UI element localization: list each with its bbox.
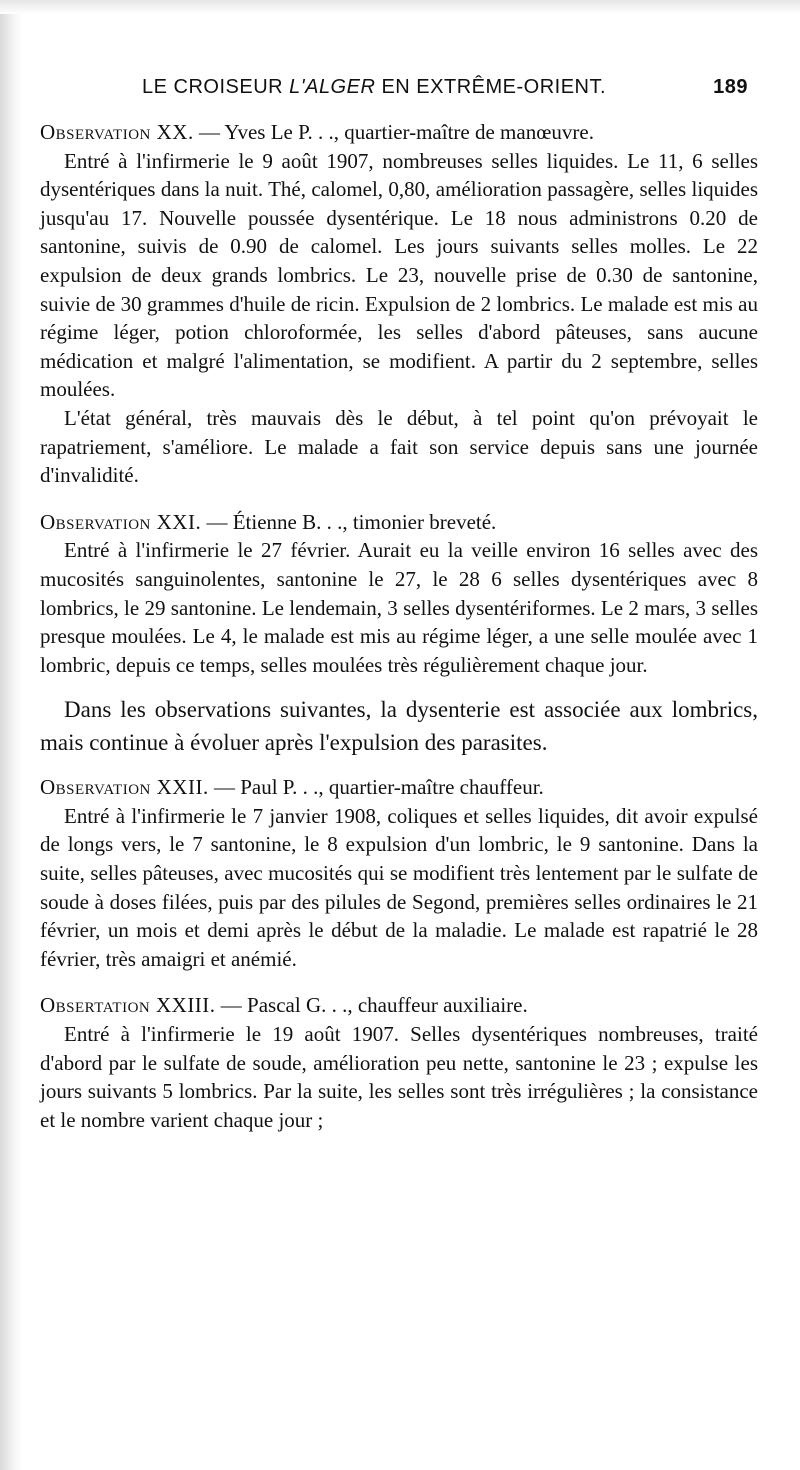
observation-20-heading: Observation XX. — Yves Le P. . ., quartier-maître de manœuvre. bbox=[40, 120, 594, 144]
section-intro: Dans les observations suivantes, la dysenterie est associée aux lombrics, mais continue à évoluer après l'expulsion des parasites. bbox=[40, 697, 758, 756]
scan-edge-shadow bbox=[0, 0, 22, 1470]
observation-20-body-2: L'état général, très mauvais dès le début, à tel point qu'on prévoyait le rapatriement, s'améliore. Le malade a fait son service depuis sans une journée d'invalidité. bbox=[40, 405, 758, 488]
observation-21-heading: Observation XXI. — Étienne B. . ., timonier breveté. bbox=[40, 509, 497, 534]
observation-20-body: Entré à l'infirmerie le 9 août 1907, nombreuses selles liquides. Le 11, 6 selles dysentériques dans la nuit. Thé, calomel, 0,80, amélioration passagère, selles liquides jusqu'au 17. Nouvelle poussée dysentérique. Le 18 nous administrons 0.20 de santonine, suivis de 0.90 de calomel. Les jours suivants selles molles. Le 22 expulsion de deux grands lombrics. Le 23, nouvelle prise de 0.30 de santonine, suivie de 30 grammes d'huile de ricin. Expulsion de 2 lombrics. Le malade est mis au régime léger, potion chloroformée, les selles d'abord pâteuses, sans aucune médication et malgré l'alimentation, se modifient. A partir du 2 septembre, selles moulées. bbox=[40, 148, 758, 402]
observation-23-body: Entré à l'infirmerie le 19 août 1907. Selles dysentériques nombreuses, traité d'abord par le sulfate de soude, amélioration peu nette, santonine le 23 ; expulse les jours suivants 5 lombrics. Par la suite, les selles sont très irrégulières ; la consistance et le nombre varient chaque jour ; bbox=[40, 1022, 758, 1132]
observation-21-body: Entré à l'infirmerie le 27 février. Aurait eu la veille environ 16 selles avec des mucosités sanguinolentes, santonine le 27, le 28 6 selles dysentériques avec 8 lombrics, le 29 santonine. Le lendemain, 3 selles dysentériformes. Le 2 mars, 3 selles presque moulées. Le 4, le malade est mis au régime léger, a une selle moulée avec 1 lombric, depuis ce temps, selles moulées très régulièrement chaque jour. bbox=[40, 538, 758, 677]
scan-top-shadow bbox=[0, 0, 800, 14]
page-number: 189 bbox=[713, 76, 748, 98]
observation-23-label: Obsertation XXIII. bbox=[40, 993, 216, 1018]
ship-name: L'ALGER bbox=[289, 76, 376, 98]
observation-22-body: Entré à l'infirmerie le 7 janvier 1908, coliques et selles liquides, dit avoir expulsé de longs vers, le 7 santonine, le 8 expulsion d'un lombric, le 9 santonine. Dans la suite, selles pâteuses, avec mucosités qui se modifient très lentement par le sulfate de soude à doses filées, puis par des pilules de Segond, premières selles ordinaires le 21 février, un mois et demi après le début de la maladie. Le malade est rapatrié le 28 février, très amaigri et anémié. bbox=[40, 803, 758, 971]
running-header bbox=[142, 76, 748, 106]
observation-22-label: Observation XXII. bbox=[40, 775, 209, 800]
observation-20-label: Observation XX. bbox=[40, 120, 194, 144]
running-title: LE CROISEUR L'ALGER EN EXTRÊME-ORIENT. bbox=[142, 76, 607, 98]
page-body bbox=[40, 118, 758, 1134]
observation-21-label: Observation XXI. bbox=[40, 509, 202, 534]
observation-23-heading: Obsertation XXIII. — Pascal G. . ., chauffeur auxiliaire. bbox=[40, 993, 528, 1018]
observation-22-heading: Observation XXII. — Paul P. . ., quartier-maître chauffeur. bbox=[40, 775, 544, 800]
